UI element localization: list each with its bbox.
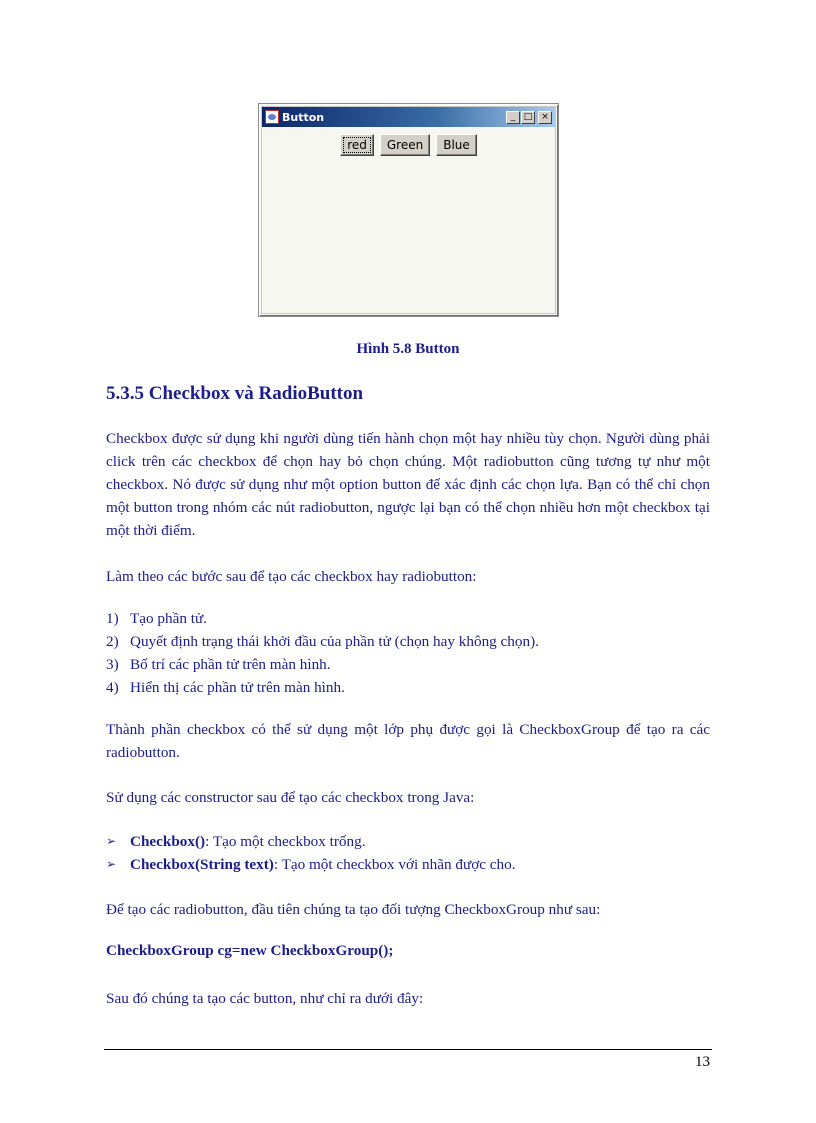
paragraph-intro: Checkbox được sử dụng khi người dùng tiến hành chọn một hay nhiều tùy chọn. Người dùng phải click trên các checkbox để chọn hay bỏ chọn chúng. Một radiobutton cũng tương tự như một checkbox. Nó được sử dụng như một option button để xác định các chọn lựa. Bạn có thể chỉ chọn một button trong nhóm các nút radiobutton, ngược lại bạn có thể chọn nhiều hơn một checkbox tại một thời điểm.: [106, 430, 710, 539]
red-button[interactable]: red: [340, 134, 374, 156]
code-line: CheckboxGroup cg=new CheckboxGroup();: [106, 942, 394, 959]
close-icon[interactable]: ×: [538, 111, 552, 124]
window-titlebar[interactable]: [262, 107, 555, 127]
button-demo-window: [258, 103, 559, 317]
paragraph-constructors-intro: Sử dụng các constructor sau để tạo các checkbox trong Java:: [106, 789, 475, 806]
step-text: Tạo phần tử.: [130, 610, 207, 627]
constructor-name: Checkbox(String text): [130, 856, 274, 873]
list-item: [106, 607, 539, 630]
blue-button[interactable]: Blue: [436, 134, 477, 156]
step-number: 4): [106, 679, 119, 696]
button-row: [259, 134, 558, 156]
step-text: Quyết định trạng thái khởi đầu của phần tử (chọn hay không chọn).: [130, 633, 539, 650]
step-text: Hiển thị các phần tử trên màn hình.: [130, 679, 345, 696]
list-item: [106, 853, 516, 876]
list-item: [106, 676, 539, 699]
constructor-name: Checkbox(): [130, 833, 206, 850]
constructor-desc: : Tạo một checkbox trống.: [205, 833, 366, 850]
paragraph-checkboxgroup: Thành phần checkbox có thể sử dụng một lớp phụ được gọi là CheckboxGroup để tạo ra các radiobutton.: [106, 721, 710, 761]
step-number: 2): [106, 633, 119, 650]
figure-caption: Hình 5.8 Button: [356, 341, 460, 357]
step-text: Bố trí các phần tử trên màn hình.: [130, 656, 331, 673]
constructor-list: [106, 830, 516, 876]
footer-rule: [104, 1049, 712, 1050]
window-controls: [506, 111, 552, 124]
paragraph-steps-intro: Làm theo các bước sau để tạo các checkbox hay radiobutton:: [106, 568, 477, 585]
list-item: [106, 830, 516, 853]
green-button[interactable]: Green: [380, 134, 430, 156]
page-number: 13: [695, 1054, 710, 1070]
step-number: 3): [106, 656, 119, 673]
paragraph-radiobutton-intro: Để tạo các radiobutton, đầu tiên chúng ta tạo đối tượng CheckboxGroup như sau:: [106, 901, 601, 918]
list-item: [106, 630, 539, 653]
java-app-icon: [265, 110, 279, 124]
section-heading: 5.3.5 Checkbox và RadioButton: [106, 383, 364, 404]
paragraph-buttons-intro: Sau đó chúng ta tạo các button, như chỉ ra dưới đây:: [106, 990, 424, 1007]
step-number: 1): [106, 610, 119, 627]
arrow-bullet-icon: ➢: [106, 857, 117, 871]
list-item: [106, 653, 539, 676]
maximize-icon[interactable]: □: [521, 111, 535, 124]
minimize-icon[interactable]: _: [506, 111, 520, 124]
arrow-bullet-icon: ➢: [106, 834, 117, 848]
window-title: Button: [282, 110, 325, 124]
constructor-desc: : Tạo một checkbox với nhãn được cho.: [273, 856, 516, 873]
steps-list: [106, 607, 539, 699]
